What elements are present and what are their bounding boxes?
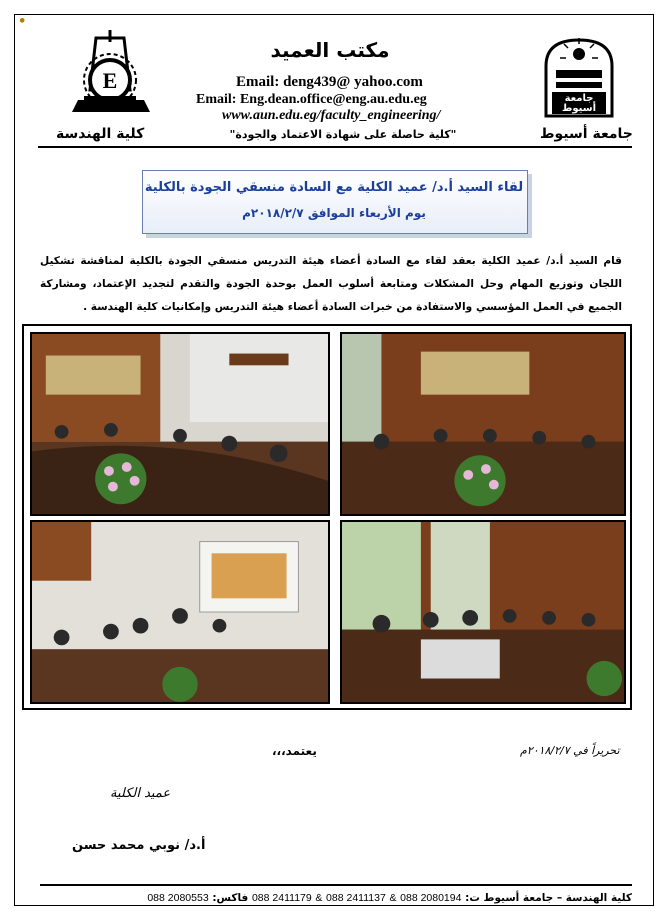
meeting-photo-3 (30, 520, 330, 704)
signatory-name: أ.د/ نوبي محمد حسن (72, 838, 206, 853)
bulb-icon: ⚫ (18, 16, 27, 27)
body-paragraph: قام السيد أ.د/ عميد الكلية بعقد لقاء مع السادة أعضاء هيئة التدريس منسقي الجودة بالكلية لمناقشة تشكيل اللجان وتوزيع المهام وحل المشكلات ومتابعة أسلوب العمل بوحدة الجودة والتقدم لتجديد الإعتماد، ومشاركة الجميع في العمل المؤسسي والاستفادة من خبرات السادة أعضاء هيئة التدريس وإمكانيات كلية الهندسة . (40, 255, 622, 313)
meeting-photo-4 (340, 520, 626, 704)
footer-fax: 088 2080553 (147, 892, 209, 904)
meeting-photo-1 (30, 332, 330, 516)
header-divider (38, 146, 632, 148)
office-title: مكتب العميد (270, 38, 390, 62)
footer-amp-1: & (389, 892, 397, 904)
svg-text:E: E (102, 68, 118, 93)
photo-grid (22, 324, 632, 710)
faculty-name: كلية الهندسة (56, 126, 145, 142)
footer-divider (40, 884, 632, 886)
approval-text: يعتمد،،، (272, 744, 317, 758)
accreditation-note: "كلية حاصلة على شهادة الاعتماد والجودة" (229, 128, 457, 141)
faculty-logo (66, 28, 156, 120)
footer-tel-1: 088 2080194 (400, 892, 462, 904)
footer-fax-label: فاكس: (212, 892, 249, 904)
written-date: تحريراً في ٢٠١٨/٢/٧م (520, 744, 620, 757)
document-title: لقاء السيد أ.د/ عميد الكلية مع السادة منسقي الجودة بالكلية (144, 180, 524, 195)
email-primary[interactable]: Email: deng439@ yahoo.com (236, 74, 423, 90)
document-date: يوم الأربعاء الموافق ٢٠١٨/٢/٧م (242, 206, 426, 220)
footer-amp-2: & (315, 892, 323, 904)
signature-title: عميد الكلية (110, 786, 171, 801)
footer-contact (36, 892, 632, 904)
university-logo (538, 36, 620, 120)
university-name: جامعة أسيوط (540, 126, 633, 142)
footer-tel-label: ت: (465, 892, 480, 904)
footer-tel-2: 088 2411137 (326, 892, 386, 904)
footer-tel-3: 088 2411179 (251, 892, 312, 904)
meeting-photo-2 (340, 332, 626, 516)
website-link[interactable]: www.aun.edu.eg/faculty_engineering/ (222, 108, 441, 123)
footer-address: كلية الهندسة – جامعة أسيوط (483, 892, 632, 904)
university-logo-text: جامعة أسيوط (562, 93, 596, 114)
email-office[interactable]: Email: Eng.dean.office@eng.au.edu.eg (196, 92, 427, 107)
